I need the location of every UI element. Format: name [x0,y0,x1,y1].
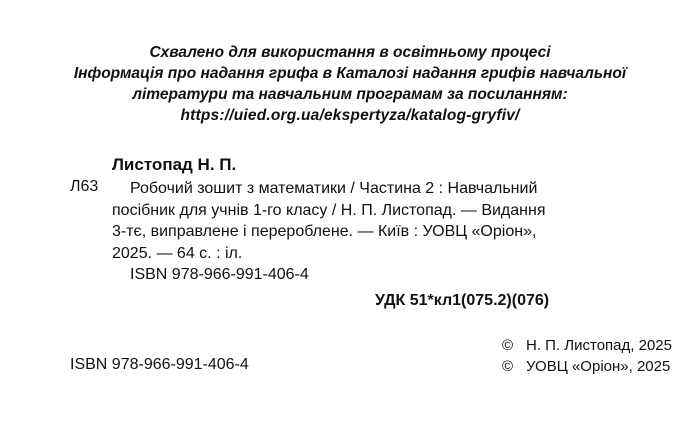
copyright-symbol: © [502,337,514,354]
approval-url: https://uied.org.ua/ekspertyza/katalog-gryfiv/ [180,107,520,124]
description-line-3: 3-тє, виправлене і перероблене. — Київ : УОВЦ «Оріон», [112,223,537,240]
bibliographic-description [112,178,592,264]
copyright-symbol: © [502,358,514,375]
description-line-1: Робочий зошит з математики / Частина 2 : Навчальний [130,180,538,197]
isbn-main: ISBN 978-966-991-406-4 [130,266,309,283]
approval-line-1: Схвалено для використання в освітньому процесі [149,44,551,61]
approval-line-3: літератури та навчальним програмам за посиланням: [132,86,568,103]
copyright-row-publisher [502,356,672,377]
approval-notice [40,42,660,126]
copyright-row-author [502,335,672,356]
copyright-block [502,335,672,377]
udc-code: УДК 51*кл1(075.2)(076) [375,292,550,309]
isbn-footer: ISBN 978-966-991-406-4 [70,356,249,373]
library-code: Л63 [70,178,99,195]
description-line-2: посібник для учнів 1-го класу / Н. П. Листопад. — Видання [112,201,546,219]
author-name: Листопад Н. П. [112,155,237,174]
copyright-publisher: УОВЦ «Оріон», 2025 [526,358,671,375]
approval-line-2: Інформація про надання грифа в Каталозі надання грифів навчальної [73,65,627,82]
description-line-4: 2025. — 64 с. : іл. [112,244,243,262]
copyright-author: Н. П. Листопад, 2025 [526,337,672,354]
